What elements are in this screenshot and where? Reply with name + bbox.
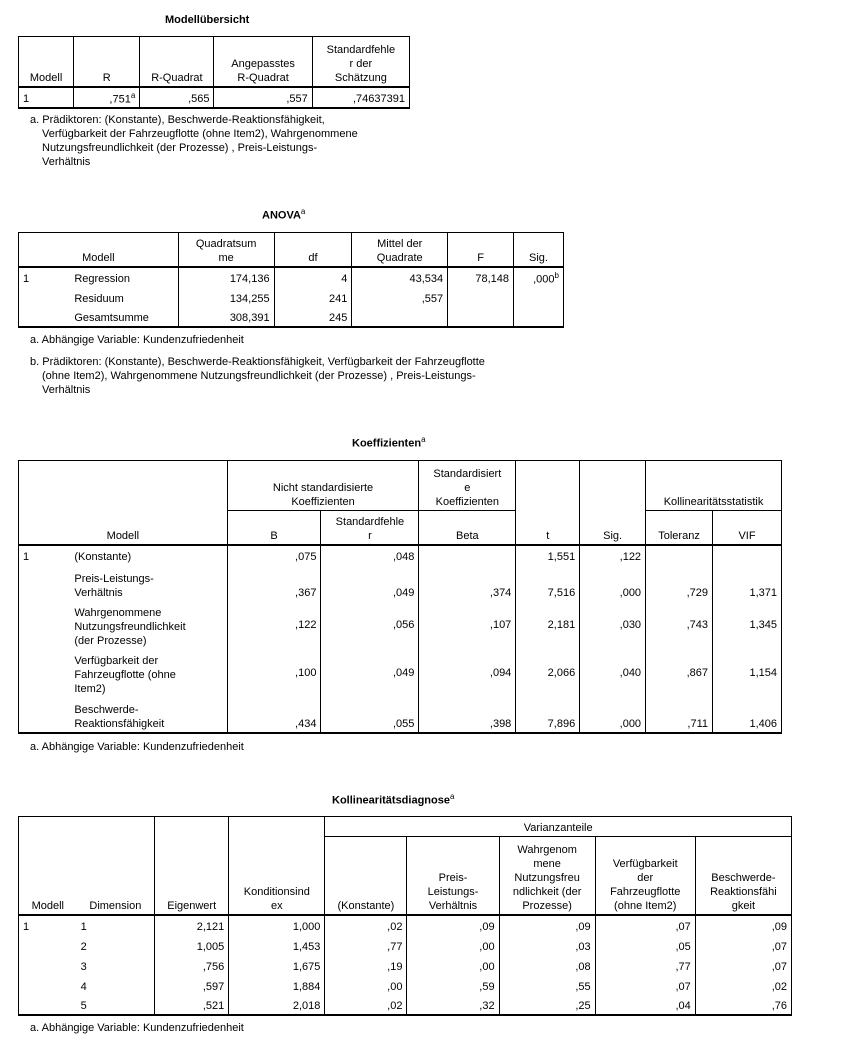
cell-label: Beschwerde- Reaktionsfähigkeit xyxy=(70,697,227,733)
cell-toleranz: ,729 xyxy=(646,565,713,601)
cell-r: ,751$^a$ xyxy=(74,87,140,109)
cell-modell: 1 xyxy=(19,267,71,288)
anova-title: ANOVA$^a$ xyxy=(262,207,306,222)
coefficients-title: Koeffizienten$^a$ xyxy=(352,435,426,450)
cell-konditionsindex: 1,675 xyxy=(229,955,325,975)
cell-b: ,122 xyxy=(227,601,321,649)
cell-preis-leistung: ,32 xyxy=(407,995,499,1015)
cell-modell xyxy=(19,307,71,327)
cell-modell xyxy=(19,565,71,601)
col-header-dimension: Dimension xyxy=(77,817,155,915)
cell-beta: ,398 xyxy=(419,697,516,733)
cell-vif: 1,371 xyxy=(713,565,782,601)
cell-label: Residuum xyxy=(70,287,178,307)
cell-f xyxy=(448,307,514,327)
cell-standardfehler: ,056 xyxy=(321,601,419,649)
collinearity-table xyxy=(18,816,792,1016)
cell-eigenwert: ,521 xyxy=(155,995,229,1015)
cell-r-quadrat: ,565 xyxy=(140,87,214,109)
cell-toleranz: ,711 xyxy=(646,697,713,733)
cell-label: Wahrgenommene Nutzungsfreundlichkeit (der Prozesse) xyxy=(70,601,227,649)
cell-verfuegbarkeit: ,04 xyxy=(595,995,695,1015)
col-header-preis-leistung: Preis- Leistungs- Verhältnis xyxy=(407,837,499,915)
cell-toleranz: ,743 xyxy=(646,601,713,649)
cell-sig: ,000 xyxy=(580,565,646,601)
cell-nutzungsfreundlichkeit: ,03 xyxy=(499,935,595,955)
cell-f: 78,148 xyxy=(448,267,514,288)
table-row xyxy=(19,649,782,697)
cell-modell xyxy=(19,601,71,649)
cell-beta: ,107 xyxy=(419,601,516,649)
cell-nutzungsfreundlichkeit: ,09 xyxy=(499,915,595,935)
cell-vif: 1,345 xyxy=(713,601,782,649)
table-row xyxy=(19,955,792,975)
cell-sig: ,000 xyxy=(580,697,646,733)
cell-label: Regression xyxy=(70,267,178,288)
cell-vif xyxy=(713,545,782,565)
cell-modell xyxy=(19,995,77,1015)
col-header-modell: Modell xyxy=(19,233,179,267)
col-header-f: F xyxy=(448,233,514,267)
cell-eigenwert: 1,005 xyxy=(155,935,229,955)
cell-nutzungsfreundlichkeit: ,08 xyxy=(499,955,595,975)
cell-standardfehler: ,049 xyxy=(321,565,419,601)
col-header-varianzanteile: Varianzanteile xyxy=(325,817,792,837)
table-row xyxy=(19,601,782,649)
cell-standardfehler: ,048 xyxy=(321,545,419,565)
anova-footnote-a: a. Abhängige Variable: Kundenzufriedenheit xyxy=(30,334,244,346)
cell-verfuegbarkeit: ,05 xyxy=(595,935,695,955)
table-row xyxy=(19,267,564,288)
collinearity-title: Kollinearitätsdiagnose$^a$ xyxy=(332,792,455,807)
cell-beschwerde: ,07 xyxy=(695,955,791,975)
anova-footnote-b: b. Prädiktoren: (Konstante), Beschwerde-Reaktionsfähigkeit, Verfügbarkeit der Fahrzeugflotte (ohne Item2), Wahrgenommene Nutzungsfreundlichkeit (der Prozesse) , Preis-Leistungs- Verhältnis xyxy=(30,356,485,396)
col-header-adj-r-quadrat: Angepasstes R-Quadrat xyxy=(214,37,312,87)
col-header-konditionsindex: Konditionsind ex xyxy=(229,817,325,915)
cell-modell xyxy=(19,697,71,733)
cell-label: Gesamtsumme xyxy=(70,307,178,327)
col-header-quadratsumme: Quadratsum me xyxy=(178,233,274,267)
cell-standard-error: ,74637391 xyxy=(312,87,409,109)
cell-beschwerde: ,07 xyxy=(695,935,791,955)
coefficients-table xyxy=(18,460,782,734)
table-row xyxy=(19,975,792,995)
cell-sig xyxy=(514,287,564,307)
model-summary-table xyxy=(18,36,410,109)
cell-sig: ,000$^b$ xyxy=(514,267,564,288)
cell-dimension: 2 xyxy=(77,935,155,955)
cell-t: 7,516 xyxy=(516,565,580,601)
cell-f xyxy=(448,287,514,307)
cell-verfuegbarkeit: ,07 xyxy=(595,915,695,935)
col-header-konstante: (Konstante) xyxy=(325,837,407,915)
col-header-eigenwert: Eigenwert xyxy=(155,817,229,915)
cell-modell: 1 xyxy=(19,545,71,565)
cell-vif: 1,154 xyxy=(713,649,782,697)
cell-quadratsumme: 308,391 xyxy=(178,307,274,327)
col-header-standard-error: Standardfehle r der Schätzung xyxy=(312,37,409,87)
cell-nutzungsfreundlichkeit: ,25 xyxy=(499,995,595,1015)
cell-dimension: 3 xyxy=(77,955,155,975)
cell-beta xyxy=(419,545,516,565)
col-header-verfuegbarkeit: Verfügbarkeit der Fahrzeugflotte (ohne Item2) xyxy=(595,837,695,915)
cell-konditionsindex: 2,018 xyxy=(229,995,325,1015)
table-row xyxy=(19,87,410,109)
table-row xyxy=(19,287,564,307)
cell-sig xyxy=(514,307,564,327)
col-header-r-quadrat: R-Quadrat xyxy=(140,37,214,87)
cell-dimension: 5 xyxy=(77,995,155,1015)
cell-label: Preis-Leistungs- Verhältnis xyxy=(70,565,227,601)
col-header-toleranz: Toleranz xyxy=(646,511,713,545)
col-header-sig: Sig. xyxy=(580,461,646,545)
col-header-modell: Modell xyxy=(19,461,228,545)
cell-konstante: ,02 xyxy=(325,915,407,935)
cell-preis-leistung: ,00 xyxy=(407,955,499,975)
cell-toleranz xyxy=(646,545,713,565)
cell-konstante: ,19 xyxy=(325,955,407,975)
cell-b: ,100 xyxy=(227,649,321,697)
cell-mittel-quadrate xyxy=(352,307,448,327)
cell-quadratsumme: 174,136 xyxy=(178,267,274,288)
cell-modell xyxy=(19,955,77,975)
col-header-df: df xyxy=(274,233,352,267)
cell-konditionsindex: 1,453 xyxy=(229,935,325,955)
cell-modell xyxy=(19,935,77,955)
table-row xyxy=(19,307,564,327)
cell-t: 7,896 xyxy=(516,697,580,733)
cell-toleranz: ,867 xyxy=(646,649,713,697)
col-header-kollinearitaetsstatistik: Kollinearitätsstatistik xyxy=(646,461,782,511)
cell-beschwerde: ,09 xyxy=(695,915,791,935)
cell-b: ,367 xyxy=(227,565,321,601)
cell-sig: ,040 xyxy=(580,649,646,697)
table-row xyxy=(19,915,792,935)
cell-modell: 1 xyxy=(19,915,77,935)
cell-df: 4 xyxy=(274,267,352,288)
cell-eigenwert: 2,121 xyxy=(155,915,229,935)
col-header-vif: VIF xyxy=(713,511,782,545)
col-header-standardisiert: Standardisiert e Koeffizienten xyxy=(419,461,516,511)
cell-beta: ,374 xyxy=(419,565,516,601)
cell-verfuegbarkeit: ,07 xyxy=(595,975,695,995)
cell-modell xyxy=(19,287,71,307)
cell-preis-leistung: ,09 xyxy=(407,915,499,935)
col-header-nutzungsfreundlichkeit: Wahrgenom mene Nutzungsfreu ndlichkeit (der Prozesse) xyxy=(499,837,595,915)
col-header-beschwerde: Beschwerde- Reaktionsfähi gkeit xyxy=(695,837,791,915)
cell-b: ,075 xyxy=(227,545,321,565)
col-header-beta: Beta xyxy=(419,511,516,545)
cell-konstante: ,00 xyxy=(325,975,407,995)
col-header-t: t xyxy=(516,461,580,545)
table-row xyxy=(19,995,792,1015)
cell-konditionsindex: 1,000 xyxy=(229,915,325,935)
anova-table xyxy=(18,232,564,328)
cell-eigenwert: ,597 xyxy=(155,975,229,995)
model-summary-footnote: a. Prädiktoren: (Konstante), Beschwerde-Reaktionsfähigkeit, Verfügbarkeit der Fahrzeugflotte (ohne Item2), Wahrgenommene Nutzungsfreundlichkeit (der Prozesse) , Preis-Leistungs- Verhältnis xyxy=(30,114,358,168)
col-header-modell: Modell xyxy=(19,37,74,87)
col-header-b: B xyxy=(227,511,321,545)
col-header-nicht-standardisiert: Nicht standardisierte Koeffizienten xyxy=(227,461,419,511)
col-header-sig: Sig. xyxy=(514,233,564,267)
table-row xyxy=(19,565,782,601)
cell-nutzungsfreundlichkeit: ,55 xyxy=(499,975,595,995)
cell-preis-leistung: ,00 xyxy=(407,935,499,955)
cell-label: (Konstante) xyxy=(70,545,227,565)
cell-vif: 1,406 xyxy=(713,697,782,733)
cell-standardfehler: ,049 xyxy=(321,649,419,697)
coefficients-footnote: a. Abhängige Variable: Kundenzufriedenheit xyxy=(30,741,244,753)
cell-sig: ,122 xyxy=(580,545,646,565)
cell-quadratsumme: 134,255 xyxy=(178,287,274,307)
cell-konditionsindex: 1,884 xyxy=(229,975,325,995)
cell-konstante: ,77 xyxy=(325,935,407,955)
cell-mittel-quadrate: ,557 xyxy=(352,287,448,307)
col-header-standardfehler: Standardfehle r xyxy=(321,511,419,545)
collinearity-footnote: a. Abhängige Variable: Kundenzufriedenheit xyxy=(30,1022,244,1034)
cell-adj-r-quadrat: ,557 xyxy=(214,87,312,109)
cell-konstante: ,02 xyxy=(325,995,407,1015)
cell-beschwerde: ,02 xyxy=(695,975,791,995)
cell-dimension: 4 xyxy=(77,975,155,995)
cell-modell xyxy=(19,649,71,697)
col-header-r: R xyxy=(74,37,140,87)
cell-b: ,434 xyxy=(227,697,321,733)
cell-verfuegbarkeit: ,77 xyxy=(595,955,695,975)
cell-df: 245 xyxy=(274,307,352,327)
cell-t: 2,066 xyxy=(516,649,580,697)
cell-t: 2,181 xyxy=(516,601,580,649)
cell-df: 241 xyxy=(274,287,352,307)
cell-standardfehler: ,055 xyxy=(321,697,419,733)
cell-t: 1,551 xyxy=(516,545,580,565)
table-row xyxy=(19,935,792,955)
col-header-modell: Modell xyxy=(19,817,77,915)
cell-label: Verfügbarkeit der Fahrzeugflotte (ohne Item2) xyxy=(70,649,227,697)
cell-modell xyxy=(19,975,77,995)
cell-beschwerde: ,76 xyxy=(695,995,791,1015)
cell-sig: ,030 xyxy=(580,601,646,649)
cell-preis-leistung: ,59 xyxy=(407,975,499,995)
cell-mittel-quadrate: 43,534 xyxy=(352,267,448,288)
table-row xyxy=(19,545,782,565)
model-summary-title: Modellübersicht xyxy=(165,14,250,26)
table-row xyxy=(19,697,782,733)
col-header-mittel-quadrate: Mittel der Quadrate xyxy=(352,233,448,267)
cell-modell: 1 xyxy=(19,87,74,109)
cell-eigenwert: ,756 xyxy=(155,955,229,975)
cell-dimension: 1 xyxy=(77,915,155,935)
cell-beta: ,094 xyxy=(419,649,516,697)
